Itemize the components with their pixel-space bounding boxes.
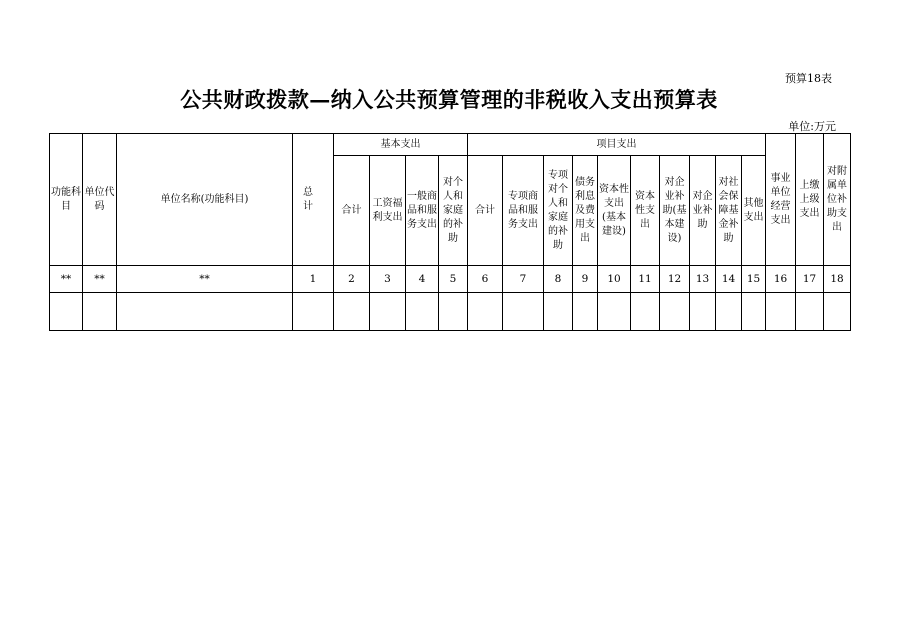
header-project-group: 项目支出 [468, 134, 766, 156]
header-basic-group: 基本支出 [334, 134, 468, 156]
header-project-total: 合计 [468, 156, 503, 266]
table-cell: 8 [544, 266, 573, 293]
empty-cell [690, 293, 716, 331]
header-business: 事业单位经营支出 [766, 134, 796, 266]
table-cell: 12 [660, 266, 690, 293]
empty-cell [468, 293, 503, 331]
empty-cell [406, 293, 439, 331]
empty-cell [796, 293, 824, 331]
header-project-debt: 债务利息及费用支出 [573, 156, 598, 266]
header-project-social-security: 对社会保障基金补助 [716, 156, 742, 266]
empty-cell [824, 293, 851, 331]
empty-cell [370, 293, 406, 331]
empty-cell [631, 293, 660, 331]
table-cell: 9 [573, 266, 598, 293]
empty-cell [439, 293, 468, 331]
table-cell: 7 [503, 266, 544, 293]
header-project-enterprise: 对企业补助 [690, 156, 716, 266]
empty-cell [766, 293, 796, 331]
header-project-capital-construction: 资本性支出(基本建设) [598, 156, 631, 266]
table-cell: 14 [716, 266, 742, 293]
table-cell: 1 [293, 266, 334, 293]
page-title: 公共财政拨款—纳入公共预算管理的非税收入支出预算表 [180, 87, 718, 112]
header-function-code: 功能科目 [50, 134, 83, 266]
empty-data-row [50, 293, 851, 331]
empty-cell [503, 293, 544, 331]
form-number: 预算18表 [785, 72, 832, 85]
header-total: 总计 [293, 134, 334, 266]
empty-cell [573, 293, 598, 331]
table-cell: ** [117, 266, 293, 293]
header-subordinate: 对附属单位补助支出 [824, 134, 851, 266]
empty-cell [117, 293, 293, 331]
empty-cell [293, 293, 334, 331]
table-cell: 2 [334, 266, 370, 293]
table-cell: 17 [796, 266, 824, 293]
table-cell: 4 [406, 266, 439, 293]
index-row [50, 266, 851, 293]
empty-cell [716, 293, 742, 331]
header-project-enterprise-construction: 对企业补助(基本建设) [660, 156, 690, 266]
empty-cell [50, 293, 83, 331]
table-cell: 16 [766, 266, 796, 293]
header-basic-household: 对个人和家庭的补助 [439, 156, 468, 266]
table-cell: ** [50, 266, 83, 293]
header-upper: 上缴上级支出 [796, 134, 824, 266]
empty-cell [742, 293, 766, 331]
header-project-household: 专项对个人和家庭的补助 [544, 156, 573, 266]
header-basic-total: 合计 [334, 156, 370, 266]
header-project-other: 其他支出 [742, 156, 766, 266]
unit-label: 单位:万元 [788, 120, 836, 133]
header-project-capital: 资本性支出 [631, 156, 660, 266]
budget-table [49, 133, 851, 331]
header-basic-wages: 工资福利支出 [370, 156, 406, 266]
table-cell: 3 [370, 266, 406, 293]
table-cell: 13 [690, 266, 716, 293]
empty-cell [544, 293, 573, 331]
empty-cell [660, 293, 690, 331]
empty-cell [598, 293, 631, 331]
table-cell: ** [83, 266, 117, 293]
empty-cell [83, 293, 117, 331]
header-unit-name: 单位名称(功能科目) [117, 134, 293, 266]
table-cell: 5 [439, 266, 468, 293]
table-cell: 11 [631, 266, 660, 293]
table-cell: 6 [468, 266, 503, 293]
table-cell: 15 [742, 266, 766, 293]
header-unit-code: 单位代码 [83, 134, 117, 266]
empty-cell [334, 293, 370, 331]
table-cell: 18 [824, 266, 851, 293]
header-project-goods: 专项商品和服务支出 [503, 156, 544, 266]
header-basic-goods: 一般商品和服务支出 [406, 156, 439, 266]
table-cell: 10 [598, 266, 631, 293]
